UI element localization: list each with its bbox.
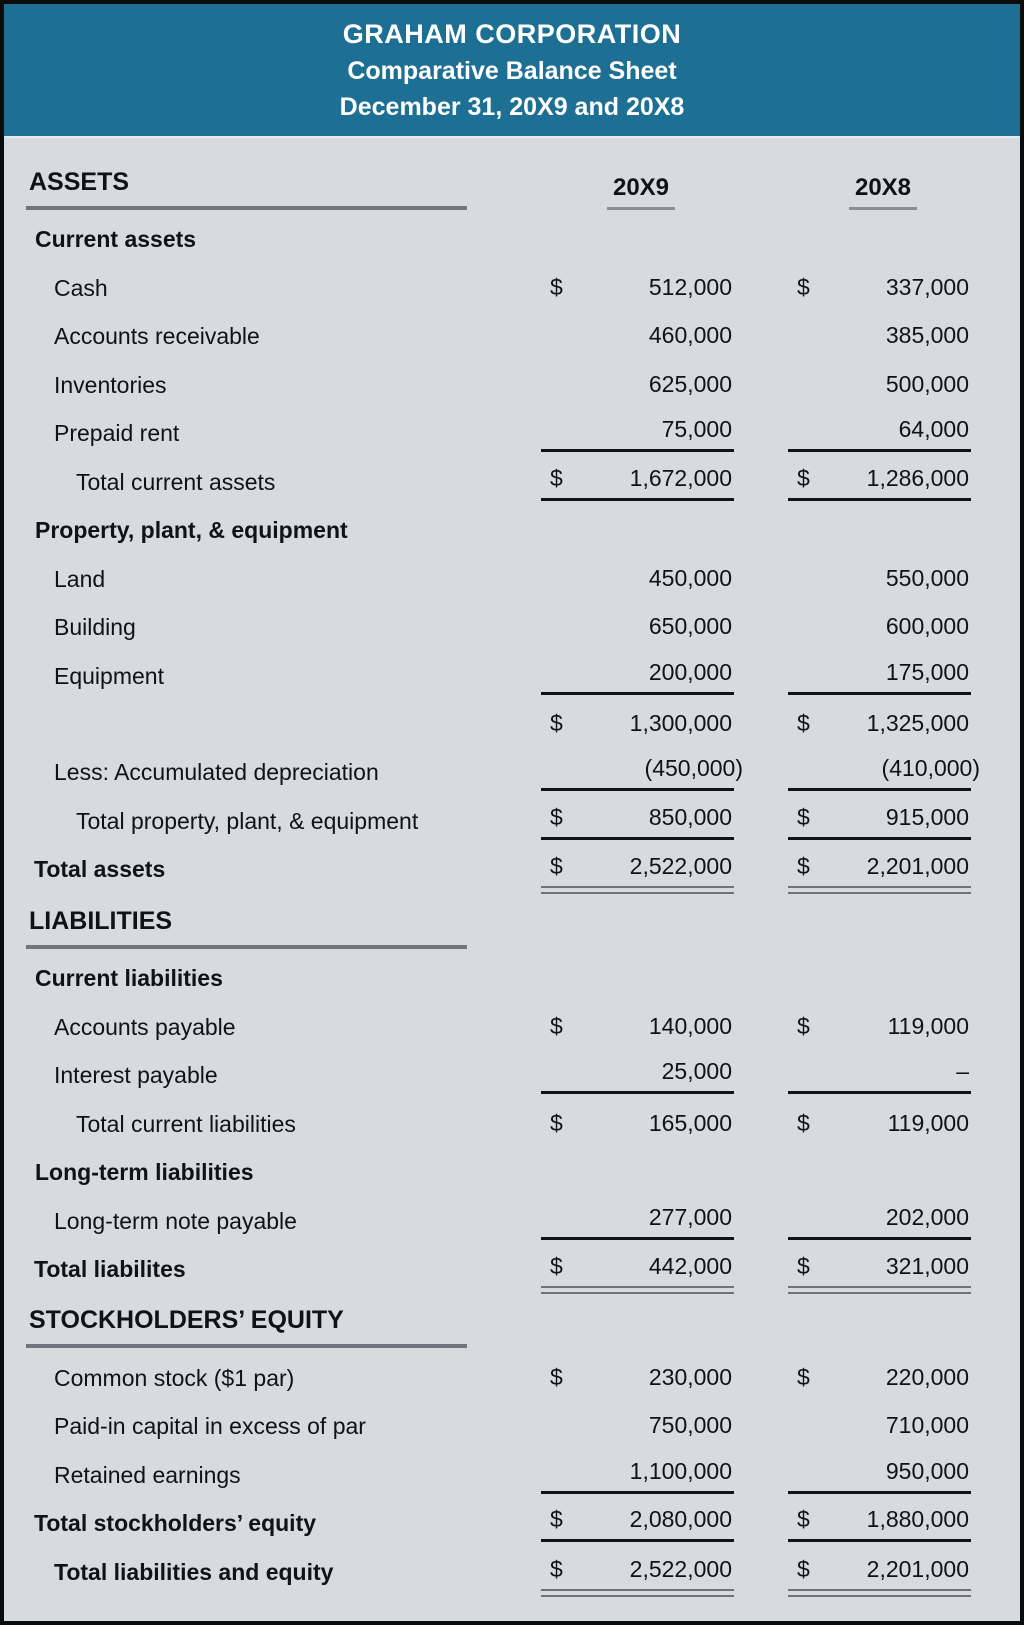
- amount-value: 600,000: [885, 613, 969, 640]
- row-interest-payable: [26, 1050, 1020, 1094]
- amount-20X9: [541, 565, 734, 598]
- row-label: Current liabilities: [35, 965, 223, 992]
- amount-20X8: [788, 1013, 971, 1046]
- dollar-sign: $: [797, 1252, 810, 1279]
- amount-value: 175,000: [885, 658, 969, 685]
- amount-20X8: [788, 274, 971, 307]
- amount-20X9: [541, 1412, 734, 1445]
- amount-value: (450,000): [644, 755, 743, 782]
- row-label: Land: [54, 565, 106, 592]
- dollar-sign: $: [550, 464, 563, 491]
- row-total-stockholders-equity: [26, 1498, 1020, 1542]
- column-header-20X9: [541, 174, 734, 210]
- row-label: Total stockholders’ equity: [34, 1510, 317, 1537]
- row-label: Total current assets: [76, 468, 276, 495]
- dollar-sign: $: [550, 1363, 563, 1390]
- amount-20X8: [788, 804, 971, 840]
- row-total-current-assets: [26, 457, 1020, 501]
- row-label: Retained earnings: [54, 1461, 241, 1488]
- row-stockholders-equity: [26, 1292, 1020, 1348]
- row-label: Accounts payable: [54, 1013, 236, 1040]
- row-accounts-receivable: [26, 311, 1020, 355]
- dollar-sign: $: [550, 1012, 563, 1039]
- row-common-stock-1-par: [26, 1353, 1020, 1397]
- row-label: ASSETS: [26, 168, 467, 210]
- amount-value: 321,000: [885, 1252, 969, 1279]
- row-label: Current assets: [35, 226, 197, 253]
- amount-value: 230,000: [648, 1363, 732, 1390]
- amount-20X9: [541, 755, 743, 791]
- row-label: Inventories: [54, 371, 167, 398]
- amount-value: 1,300,000: [629, 709, 732, 736]
- amount-value: 1,325,000: [866, 709, 969, 736]
- amount-value: 442,000: [648, 1252, 732, 1279]
- amount-value: 337,000: [885, 273, 969, 300]
- row-land: [26, 554, 1020, 598]
- row-current-assets: [26, 214, 1020, 258]
- row-total-current-liabilities: [26, 1099, 1020, 1143]
- amount-value: –: [956, 1058, 969, 1085]
- dollar-sign: $: [550, 803, 563, 830]
- amount-20X8: [788, 710, 971, 743]
- row-label: Cash: [54, 274, 108, 301]
- row-label: Accounts receivable: [54, 323, 260, 350]
- dollar-sign: $: [797, 1012, 810, 1039]
- amount-20X8: [788, 1412, 971, 1445]
- row-label: Less: Accumulated depreciation: [54, 759, 379, 786]
- row-label: Total liabilities and equity: [54, 1558, 334, 1585]
- dollar-sign: $: [550, 853, 563, 880]
- dollar-sign: $: [550, 1506, 563, 1533]
- amount-20X9: [541, 1058, 734, 1094]
- amount-20X9: [541, 1253, 734, 1288]
- row-label: Paid-in capital in excess of par: [54, 1413, 366, 1440]
- row-total-assets: [26, 844, 1020, 888]
- amount-20X8: [788, 1058, 971, 1094]
- amount-20X9: [541, 274, 734, 307]
- amount-value: 202,000: [885, 1203, 969, 1230]
- dollar-sign: $: [797, 1363, 810, 1390]
- amount-value: 1,286,000: [866, 464, 969, 491]
- amount-20X8: [788, 1556, 971, 1591]
- year-label: 20X9: [607, 174, 675, 210]
- row-label: Total assets: [34, 856, 166, 883]
- amount-value: 1,880,000: [866, 1506, 969, 1533]
- amount-value: 2,080,000: [629, 1506, 732, 1533]
- dollar-sign: $: [797, 803, 810, 830]
- row-label: Total current liabilities: [76, 1110, 296, 1137]
- dollar-sign: $: [550, 1555, 563, 1582]
- row-label: Long-term note payable: [54, 1207, 297, 1234]
- amount-20X8: [788, 755, 980, 791]
- row-label: Prepaid rent: [54, 420, 180, 447]
- amount-value: 64,000: [898, 416, 969, 443]
- dollar-sign: $: [797, 1506, 810, 1533]
- row-cash: [26, 263, 1020, 307]
- row-prepaid-rent: [26, 408, 1020, 452]
- row-retained-earnings: [26, 1450, 1020, 1494]
- amount-value: 2,522,000: [629, 1555, 732, 1582]
- row-label: Interest payable: [54, 1062, 218, 1089]
- dollar-sign: $: [550, 1109, 563, 1136]
- amount-value: 500,000: [885, 370, 969, 397]
- amount-value: 850,000: [648, 803, 732, 830]
- amount-value: 2,201,000: [866, 1555, 969, 1582]
- amount-20X9: [541, 416, 734, 452]
- dollar-sign: $: [797, 1555, 810, 1582]
- row-label: [26, 738, 541, 743]
- year-label: 20X8: [849, 174, 917, 210]
- amount-20X9: [541, 853, 734, 888]
- amount-20X8: [788, 1253, 971, 1288]
- amount-20X8: [788, 416, 971, 452]
- amount-20X9: [541, 1110, 734, 1143]
- amount-20X9: [541, 1506, 734, 1542]
- amount-value: 512,000: [648, 273, 732, 300]
- amount-20X8: [788, 322, 971, 355]
- amount-20X9: [541, 371, 734, 404]
- row-label: Common stock ($1 par): [54, 1364, 295, 1391]
- report-date: December 31, 20X9 and 20X8: [339, 92, 685, 121]
- row-subtotal: [26, 699, 1020, 743]
- dollar-sign: $: [550, 273, 563, 300]
- amount-value: 460,000: [648, 322, 732, 349]
- amount-20X9: [541, 322, 734, 355]
- amount-20X9: [541, 659, 734, 695]
- amount-20X9: [541, 1364, 734, 1397]
- row-label: STOCKHOLDERS’ EQUITY: [26, 1306, 467, 1348]
- amount-20X8: [788, 1204, 971, 1240]
- report-title: Comparative Balance Sheet: [347, 56, 677, 85]
- dollar-sign: $: [797, 853, 810, 880]
- amount-value: 25,000: [661, 1058, 732, 1085]
- dollar-sign: $: [797, 1109, 810, 1136]
- row-label: Total property, plant, & equipment: [76, 807, 419, 834]
- row-building: [26, 602, 1020, 646]
- amount-value: (410,000): [881, 755, 980, 782]
- row-assets: [26, 154, 1020, 210]
- amount-value: 220,000: [885, 1363, 969, 1390]
- dollar-sign: $: [797, 273, 810, 300]
- amount-20X8: [788, 1364, 971, 1397]
- row-long-term-liabilities: [26, 1147, 1020, 1191]
- row-liabilities: [26, 893, 1020, 949]
- row-inventories: [26, 360, 1020, 404]
- balance-sheet-table: [4, 138, 1020, 1621]
- amount-20X8: [788, 371, 971, 404]
- amount-value: 650,000: [648, 613, 732, 640]
- amount-20X9: [541, 1556, 734, 1591]
- dollar-sign: $: [550, 709, 563, 736]
- amount-value: 915,000: [885, 803, 969, 830]
- amount-value: 625,000: [648, 370, 732, 397]
- row-label: LIABILITIES: [26, 907, 467, 949]
- row-current-liabilities: [26, 953, 1020, 997]
- amount-20X8: [788, 1506, 971, 1542]
- amount-value: 140,000: [648, 1012, 732, 1039]
- balance-sheet-page: [4, 4, 1020, 1621]
- row-paid-in-capital-in-excess-of-par: [26, 1401, 1020, 1445]
- amount-20X9: [541, 804, 734, 840]
- amount-value: 75,000: [661, 416, 732, 443]
- amount-20X9: [541, 1458, 734, 1494]
- report-header: [4, 4, 1020, 138]
- amount-20X9: [541, 613, 734, 646]
- amount-value: 385,000: [885, 322, 969, 349]
- row-total-liabilites: [26, 1244, 1020, 1288]
- amount-value: 277,000: [648, 1203, 732, 1230]
- amount-20X8: [788, 613, 971, 646]
- amount-value: 750,000: [648, 1412, 732, 1439]
- amount-value: 119,000: [887, 1012, 969, 1039]
- amount-value: 1,100,000: [629, 1457, 732, 1484]
- amount-value: 2,522,000: [629, 853, 732, 880]
- dollar-sign: $: [797, 709, 810, 736]
- amount-20X9: [541, 1204, 734, 1240]
- amount-value: 200,000: [648, 658, 732, 685]
- row-accounts-payable: [26, 1002, 1020, 1046]
- amount-20X8: [788, 659, 971, 695]
- amount-value: 450,000: [648, 564, 732, 591]
- dollar-sign: $: [550, 1252, 563, 1279]
- row-label: Equipment: [54, 662, 164, 689]
- amount-20X8: [788, 565, 971, 598]
- row-property-plant-equipment: [26, 505, 1020, 549]
- row-total-property-plant-equipment: [26, 796, 1020, 840]
- amount-value: 165,000: [648, 1109, 732, 1136]
- amount-20X8: [788, 1458, 971, 1494]
- row-label: Property, plant, & equipment: [35, 517, 348, 544]
- amount-20X8: [788, 853, 971, 888]
- row-label: Building: [54, 614, 136, 641]
- amount-value: 2,201,000: [866, 853, 969, 880]
- amount-value: 550,000: [885, 564, 969, 591]
- amount-value: 119,000: [887, 1109, 969, 1136]
- amount-value: 710,000: [885, 1412, 969, 1439]
- column-header-20X8: [788, 174, 971, 210]
- amount-20X9: [541, 710, 734, 743]
- amount-20X9: [541, 1013, 734, 1046]
- amount-20X8: [788, 1110, 971, 1143]
- dollar-sign: $: [797, 464, 810, 491]
- row-long-term-note-payable: [26, 1196, 1020, 1240]
- row-equipment: [26, 651, 1020, 695]
- row-label: Long-term liabilities: [35, 1159, 254, 1186]
- amount-value: 1,672,000: [629, 464, 732, 491]
- company-name: GRAHAM CORPORATION: [342, 18, 682, 49]
- row-less-accumulated-depreciation: [26, 747, 1020, 791]
- row-label: Total liabilites: [34, 1255, 186, 1282]
- amount-20X9: [541, 465, 734, 501]
- amount-value: 950,000: [885, 1457, 969, 1484]
- amount-20X8: [788, 465, 971, 501]
- row-total-liabilities-and-equity: [26, 1547, 1020, 1591]
